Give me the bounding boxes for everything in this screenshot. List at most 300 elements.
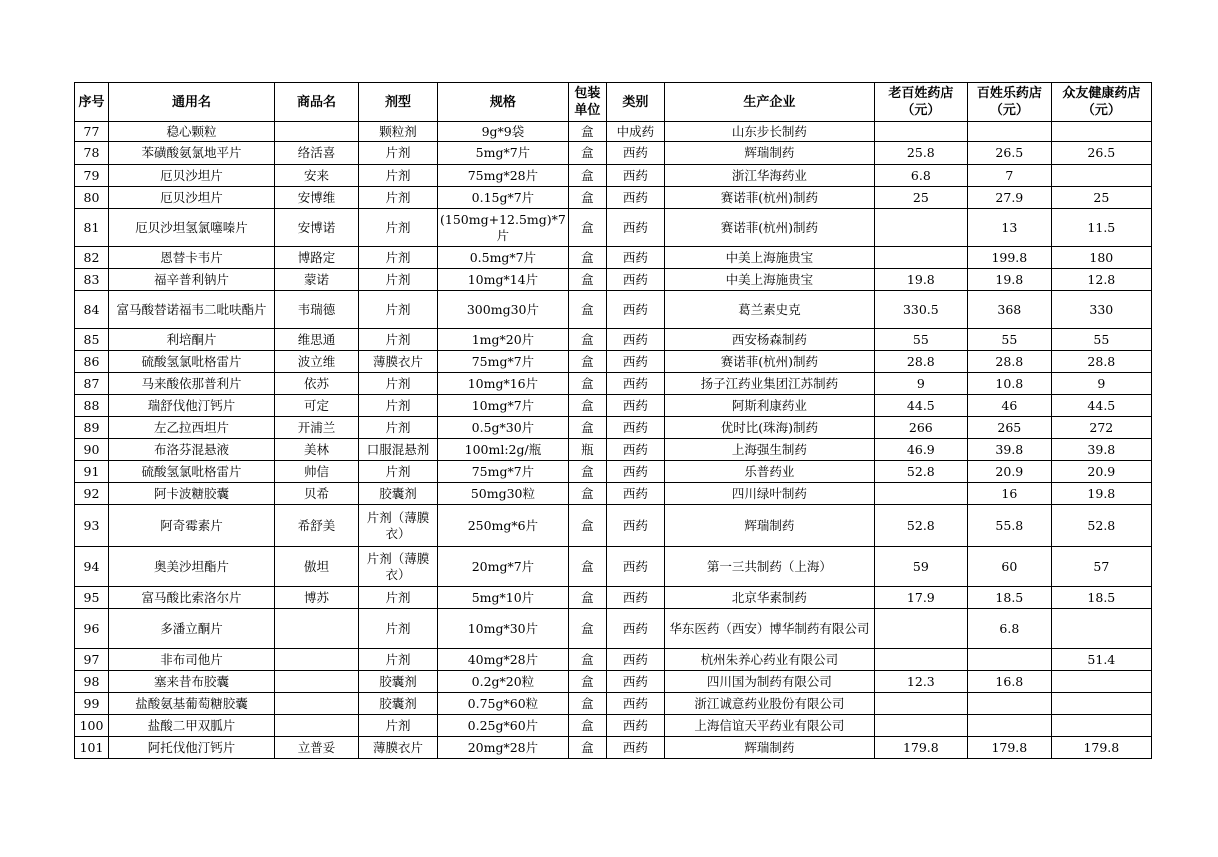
cell-generic-name: 奥美沙坦酯片 bbox=[109, 547, 275, 587]
cell-manufacturer: 山东步长制药 bbox=[664, 122, 874, 142]
cell-generic-name: 盐酸氨基葡萄糖胶囊 bbox=[109, 693, 275, 715]
cell-price-zhongyou: 55 bbox=[1051, 329, 1151, 351]
table-row bbox=[75, 649, 1152, 671]
cell-spec: 0.5mg*7片 bbox=[438, 247, 569, 269]
cell-spec: 40mg*28片 bbox=[438, 649, 569, 671]
cell-package-unit: 盒 bbox=[568, 373, 606, 395]
cell-package-unit: 盒 bbox=[568, 737, 606, 759]
cell-price-laobaixing bbox=[874, 693, 967, 715]
cell-category: 西药 bbox=[606, 439, 664, 461]
cell-price-laobaixing: 46.9 bbox=[874, 439, 967, 461]
cell-category: 西药 bbox=[606, 461, 664, 483]
cell-category: 西药 bbox=[606, 547, 664, 587]
cell-brand-name: 立普妥 bbox=[275, 737, 359, 759]
cell-spec: 0.25g*60片 bbox=[438, 715, 569, 737]
cell-manufacturer: 赛诺菲(杭州)制药 bbox=[664, 351, 874, 373]
cell-manufacturer: 上海强生制药 bbox=[664, 439, 874, 461]
cell-manufacturer: 辉瑞制药 bbox=[664, 737, 874, 759]
drug-price-table bbox=[74, 82, 1152, 759]
cell-price-zhongyou: 44.5 bbox=[1051, 395, 1151, 417]
cell-brand-name: 傲坦 bbox=[275, 547, 359, 587]
cell-category: 西药 bbox=[606, 187, 664, 209]
cell-price-zhongyou bbox=[1051, 693, 1151, 715]
table-row bbox=[75, 395, 1152, 417]
cell-price-zhongyou: 39.8 bbox=[1051, 439, 1151, 461]
cell-package-unit: 盒 bbox=[568, 649, 606, 671]
cell-manufacturer: 阿斯利康药业 bbox=[664, 395, 874, 417]
cell-spec: 75mg*7片 bbox=[438, 351, 569, 373]
header-spec: 规格 bbox=[438, 83, 569, 122]
cell-dosage-form: 片剂 bbox=[359, 209, 438, 247]
table-row bbox=[75, 461, 1152, 483]
header-price-laobaixing: 老百姓药店（元） bbox=[874, 83, 967, 122]
cell-price-baixingle: 55 bbox=[967, 329, 1051, 351]
cell-price-baixingle bbox=[967, 649, 1051, 671]
cell-price-laobaixing: 44.5 bbox=[874, 395, 967, 417]
cell-category: 西药 bbox=[606, 395, 664, 417]
cell-generic-name: 瑞舒伐他汀钙片 bbox=[109, 395, 275, 417]
cell-category: 西药 bbox=[606, 417, 664, 439]
cell-brand-name: 帅信 bbox=[275, 461, 359, 483]
cell-generic-name: 盐酸二甲双胍片 bbox=[109, 715, 275, 737]
cell-generic-name: 厄贝沙坦片 bbox=[109, 165, 275, 187]
cell-manufacturer: 辉瑞制药 bbox=[664, 142, 874, 165]
cell-price-zhongyou: 179.8 bbox=[1051, 737, 1151, 759]
cell-category: 中成药 bbox=[606, 122, 664, 142]
cell-spec: 10mg*30片 bbox=[438, 609, 569, 649]
cell-price-baixingle: 16.8 bbox=[967, 671, 1051, 693]
cell-category: 西药 bbox=[606, 587, 664, 609]
cell-generic-name: 苯磺酸氨氯地平片 bbox=[109, 142, 275, 165]
cell-package-unit: 盒 bbox=[568, 395, 606, 417]
table-row bbox=[75, 247, 1152, 269]
cell-dosage-form: 片剂 bbox=[359, 609, 438, 649]
cell-price-baixingle: 39.8 bbox=[967, 439, 1051, 461]
cell-spec: 1mg*20片 bbox=[438, 329, 569, 351]
cell-category: 西药 bbox=[606, 737, 664, 759]
header-price-baixingle: 百姓乐药店（元） bbox=[967, 83, 1051, 122]
cell-price-laobaixing bbox=[874, 247, 967, 269]
table-row bbox=[75, 587, 1152, 609]
table-row bbox=[75, 715, 1152, 737]
cell-spec: 20mg*7片 bbox=[438, 547, 569, 587]
cell-package-unit: 盒 bbox=[568, 417, 606, 439]
cell-price-zhongyou: 9 bbox=[1051, 373, 1151, 395]
cell-price-laobaixing: 17.9 bbox=[874, 587, 967, 609]
cell-price-baixingle: 20.9 bbox=[967, 461, 1051, 483]
cell-seq: 99 bbox=[75, 693, 109, 715]
cell-brand-name bbox=[275, 671, 359, 693]
table-row bbox=[75, 439, 1152, 461]
cell-generic-name: 马来酸依那普利片 bbox=[109, 373, 275, 395]
cell-price-baixingle: 199.8 bbox=[967, 247, 1051, 269]
cell-dosage-form: 胶囊剂 bbox=[359, 483, 438, 505]
cell-brand-name: 美林 bbox=[275, 439, 359, 461]
cell-dosage-form: 片剂 bbox=[359, 373, 438, 395]
cell-manufacturer: 中美上海施贵宝 bbox=[664, 247, 874, 269]
cell-spec: 0.75g*60粒 bbox=[438, 693, 569, 715]
cell-dosage-form: 胶囊剂 bbox=[359, 693, 438, 715]
cell-spec: (150mg+12.5mg)*7片 bbox=[438, 209, 569, 247]
cell-brand-name: 可定 bbox=[275, 395, 359, 417]
cell-spec: 9g*9袋 bbox=[438, 122, 569, 142]
cell-package-unit: 盒 bbox=[568, 165, 606, 187]
header-generic-name: 通用名 bbox=[109, 83, 275, 122]
cell-generic-name: 阿托伐他汀钙片 bbox=[109, 737, 275, 759]
cell-price-zhongyou: 18.5 bbox=[1051, 587, 1151, 609]
cell-price-laobaixing bbox=[874, 649, 967, 671]
cell-manufacturer: 北京华素制药 bbox=[664, 587, 874, 609]
cell-dosage-form: 片剂（薄膜衣） bbox=[359, 547, 438, 587]
cell-category: 西药 bbox=[606, 505, 664, 547]
cell-dosage-form: 片剂 bbox=[359, 587, 438, 609]
cell-generic-name: 富马酸替诺福韦二吡呋酯片 bbox=[109, 291, 275, 329]
cell-package-unit: 盒 bbox=[568, 693, 606, 715]
cell-spec: 10mg*14片 bbox=[438, 269, 569, 291]
cell-price-laobaixing: 52.8 bbox=[874, 461, 967, 483]
table-row bbox=[75, 187, 1152, 209]
cell-dosage-form: 口服混悬剂 bbox=[359, 439, 438, 461]
cell-price-laobaixing: 9 bbox=[874, 373, 967, 395]
cell-dosage-form: 片剂 bbox=[359, 417, 438, 439]
cell-spec: 250mg*6片 bbox=[438, 505, 569, 547]
cell-spec: 100ml:2g/瓶 bbox=[438, 439, 569, 461]
cell-package-unit: 盒 bbox=[568, 609, 606, 649]
cell-price-baixingle: 60 bbox=[967, 547, 1051, 587]
table-row bbox=[75, 209, 1152, 247]
cell-generic-name: 硫酸氢氯吡格雷片 bbox=[109, 351, 275, 373]
table-row bbox=[75, 351, 1152, 373]
cell-brand-name: 安博维 bbox=[275, 187, 359, 209]
cell-package-unit: 盒 bbox=[568, 461, 606, 483]
cell-seq: 87 bbox=[75, 373, 109, 395]
cell-price-zhongyou: 272 bbox=[1051, 417, 1151, 439]
cell-spec: 300mg30片 bbox=[438, 291, 569, 329]
cell-seq: 91 bbox=[75, 461, 109, 483]
cell-price-zhongyou: 19.8 bbox=[1051, 483, 1151, 505]
cell-spec: 75mg*7片 bbox=[438, 461, 569, 483]
table-row bbox=[75, 417, 1152, 439]
cell-generic-name: 利培酮片 bbox=[109, 329, 275, 351]
cell-price-baixingle: 26.5 bbox=[967, 142, 1051, 165]
cell-dosage-form: 片剂 bbox=[359, 715, 438, 737]
cell-brand-name bbox=[275, 715, 359, 737]
cell-generic-name: 塞来昔布胶囊 bbox=[109, 671, 275, 693]
cell-price-laobaixing: 25.8 bbox=[874, 142, 967, 165]
cell-price-laobaixing bbox=[874, 483, 967, 505]
cell-seq: 84 bbox=[75, 291, 109, 329]
cell-price-laobaixing bbox=[874, 209, 967, 247]
cell-seq: 89 bbox=[75, 417, 109, 439]
cell-category: 西药 bbox=[606, 142, 664, 165]
cell-price-baixingle: 265 bbox=[967, 417, 1051, 439]
cell-price-zhongyou: 51.4 bbox=[1051, 649, 1151, 671]
cell-dosage-form: 片剂 bbox=[359, 247, 438, 269]
cell-spec: 50mg30粒 bbox=[438, 483, 569, 505]
cell-manufacturer: 杭州朱养心药业有限公司 bbox=[664, 649, 874, 671]
cell-seq: 95 bbox=[75, 587, 109, 609]
cell-seq: 85 bbox=[75, 329, 109, 351]
cell-package-unit: 盒 bbox=[568, 483, 606, 505]
cell-price-zhongyou bbox=[1051, 165, 1151, 187]
cell-generic-name: 硫酸氢氯吡格雷片 bbox=[109, 461, 275, 483]
cell-seq: 83 bbox=[75, 269, 109, 291]
cell-seq: 101 bbox=[75, 737, 109, 759]
cell-manufacturer: 四川绿叶制药 bbox=[664, 483, 874, 505]
cell-package-unit: 盒 bbox=[568, 142, 606, 165]
cell-price-laobaixing: 6.8 bbox=[874, 165, 967, 187]
cell-price-zhongyou: 25 bbox=[1051, 187, 1151, 209]
table-row bbox=[75, 737, 1152, 759]
cell-dosage-form: 片剂 bbox=[359, 649, 438, 671]
cell-manufacturer: 乐普药业 bbox=[664, 461, 874, 483]
cell-brand-name: 维思通 bbox=[275, 329, 359, 351]
cell-price-laobaixing bbox=[874, 715, 967, 737]
cell-spec: 5mg*7片 bbox=[438, 142, 569, 165]
cell-seq: 78 bbox=[75, 142, 109, 165]
cell-spec: 75mg*28片 bbox=[438, 165, 569, 187]
cell-spec: 0.2g*20粒 bbox=[438, 671, 569, 693]
cell-price-zhongyou: 52.8 bbox=[1051, 505, 1151, 547]
cell-brand-name: 希舒美 bbox=[275, 505, 359, 547]
cell-manufacturer: 华东医药（西安）博华制药有限公司 bbox=[664, 609, 874, 649]
cell-price-baixingle: 28.8 bbox=[967, 351, 1051, 373]
cell-price-laobaixing: 28.8 bbox=[874, 351, 967, 373]
cell-price-baixingle: 19.8 bbox=[967, 269, 1051, 291]
cell-package-unit: 盒 bbox=[568, 715, 606, 737]
cell-price-laobaixing: 59 bbox=[874, 547, 967, 587]
header-package-unit: 包装单位 bbox=[568, 83, 606, 122]
cell-package-unit: 盒 bbox=[568, 122, 606, 142]
cell-spec: 10mg*7片 bbox=[438, 395, 569, 417]
cell-category: 西药 bbox=[606, 609, 664, 649]
cell-dosage-form: 片剂 bbox=[359, 165, 438, 187]
cell-manufacturer: 浙江华海药业 bbox=[664, 165, 874, 187]
cell-seq: 92 bbox=[75, 483, 109, 505]
cell-generic-name: 福辛普利钠片 bbox=[109, 269, 275, 291]
table-row bbox=[75, 329, 1152, 351]
cell-price-laobaixing: 55 bbox=[874, 329, 967, 351]
cell-price-baixingle: 6.8 bbox=[967, 609, 1051, 649]
cell-category: 西药 bbox=[606, 269, 664, 291]
cell-price-laobaixing: 52.8 bbox=[874, 505, 967, 547]
cell-seq: 88 bbox=[75, 395, 109, 417]
cell-price-laobaixing: 19.8 bbox=[874, 269, 967, 291]
cell-brand-name: 依苏 bbox=[275, 373, 359, 395]
table-row bbox=[75, 483, 1152, 505]
cell-dosage-form: 片剂（薄膜衣） bbox=[359, 505, 438, 547]
cell-price-baixingle: 16 bbox=[967, 483, 1051, 505]
cell-dosage-form: 片剂 bbox=[359, 142, 438, 165]
cell-category: 西药 bbox=[606, 483, 664, 505]
cell-package-unit: 盒 bbox=[568, 547, 606, 587]
cell-price-zhongyou: 330 bbox=[1051, 291, 1151, 329]
header-price-zhongyou: 众友健康药店（元） bbox=[1051, 83, 1151, 122]
cell-manufacturer: 第一三共制药（上海） bbox=[664, 547, 874, 587]
cell-brand-name bbox=[275, 649, 359, 671]
header-seq: 序号 bbox=[75, 83, 109, 122]
cell-package-unit: 盒 bbox=[568, 269, 606, 291]
cell-dosage-form: 片剂 bbox=[359, 395, 438, 417]
cell-package-unit: 盒 bbox=[568, 291, 606, 329]
cell-price-baixingle bbox=[967, 122, 1051, 142]
cell-generic-name: 左乙拉西坦片 bbox=[109, 417, 275, 439]
cell-price-zhongyou: 57 bbox=[1051, 547, 1151, 587]
cell-dosage-form: 片剂 bbox=[359, 187, 438, 209]
cell-price-zhongyou: 26.5 bbox=[1051, 142, 1151, 165]
cell-manufacturer: 扬子江药业集团江苏制药 bbox=[664, 373, 874, 395]
cell-manufacturer: 浙江诚意药业股份有限公司 bbox=[664, 693, 874, 715]
cell-dosage-form: 片剂 bbox=[359, 291, 438, 329]
cell-price-laobaixing bbox=[874, 609, 967, 649]
cell-category: 西药 bbox=[606, 247, 664, 269]
cell-price-laobaixing: 12.3 bbox=[874, 671, 967, 693]
cell-category: 西药 bbox=[606, 693, 664, 715]
cell-brand-name bbox=[275, 693, 359, 715]
cell-category: 西药 bbox=[606, 715, 664, 737]
cell-price-laobaixing: 266 bbox=[874, 417, 967, 439]
cell-category: 西药 bbox=[606, 209, 664, 247]
cell-manufacturer: 四川国为制药有限公司 bbox=[664, 671, 874, 693]
cell-price-zhongyou: 20.9 bbox=[1051, 461, 1151, 483]
cell-price-baixingle: 18.5 bbox=[967, 587, 1051, 609]
cell-price-zhongyou bbox=[1051, 715, 1151, 737]
cell-brand-name bbox=[275, 609, 359, 649]
cell-price-baixingle: 10.8 bbox=[967, 373, 1051, 395]
cell-brand-name: 贝希 bbox=[275, 483, 359, 505]
cell-generic-name: 富马酸比索洛尔片 bbox=[109, 587, 275, 609]
table-body bbox=[75, 122, 1152, 759]
cell-spec: 20mg*28片 bbox=[438, 737, 569, 759]
cell-seq: 90 bbox=[75, 439, 109, 461]
cell-manufacturer: 优时比(珠海)制药 bbox=[664, 417, 874, 439]
cell-price-zhongyou: 12.8 bbox=[1051, 269, 1151, 291]
cell-generic-name: 厄贝沙坦片 bbox=[109, 187, 275, 209]
cell-seq: 82 bbox=[75, 247, 109, 269]
table-row bbox=[75, 505, 1152, 547]
cell-category: 西药 bbox=[606, 351, 664, 373]
cell-seq: 79 bbox=[75, 165, 109, 187]
cell-price-zhongyou bbox=[1051, 609, 1151, 649]
cell-brand-name bbox=[275, 122, 359, 142]
cell-package-unit: 盒 bbox=[568, 329, 606, 351]
table-header-row bbox=[75, 83, 1152, 122]
header-brand-name: 商品名 bbox=[275, 83, 359, 122]
cell-package-unit: 盒 bbox=[568, 187, 606, 209]
cell-generic-name: 非布司他片 bbox=[109, 649, 275, 671]
table-row bbox=[75, 547, 1152, 587]
cell-seq: 77 bbox=[75, 122, 109, 142]
table-row bbox=[75, 165, 1152, 187]
cell-brand-name: 开浦兰 bbox=[275, 417, 359, 439]
header-category: 类别 bbox=[606, 83, 664, 122]
table-row bbox=[75, 373, 1152, 395]
header-manufacturer: 生产企业 bbox=[664, 83, 874, 122]
cell-seq: 81 bbox=[75, 209, 109, 247]
table-row bbox=[75, 671, 1152, 693]
cell-seq: 80 bbox=[75, 187, 109, 209]
cell-package-unit: 瓶 bbox=[568, 439, 606, 461]
cell-price-baixingle: 368 bbox=[967, 291, 1051, 329]
cell-category: 西药 bbox=[606, 165, 664, 187]
cell-generic-name: 厄贝沙坦氢氯噻嗪片 bbox=[109, 209, 275, 247]
cell-category: 西药 bbox=[606, 329, 664, 351]
table-row bbox=[75, 693, 1152, 715]
cell-manufacturer: 上海信谊天平药业有限公司 bbox=[664, 715, 874, 737]
cell-brand-name: 波立维 bbox=[275, 351, 359, 373]
cell-manufacturer: 中美上海施贵宝 bbox=[664, 269, 874, 291]
cell-generic-name: 布洛芬混悬液 bbox=[109, 439, 275, 461]
cell-brand-name: 博路定 bbox=[275, 247, 359, 269]
cell-generic-name: 恩替卡韦片 bbox=[109, 247, 275, 269]
cell-price-laobaixing bbox=[874, 122, 967, 142]
cell-package-unit: 盒 bbox=[568, 247, 606, 269]
cell-seq: 98 bbox=[75, 671, 109, 693]
cell-manufacturer: 葛兰素史克 bbox=[664, 291, 874, 329]
cell-package-unit: 盒 bbox=[568, 671, 606, 693]
cell-spec: 5mg*10片 bbox=[438, 587, 569, 609]
cell-seq: 97 bbox=[75, 649, 109, 671]
cell-spec: 0.15g*7片 bbox=[438, 187, 569, 209]
cell-generic-name: 阿奇霉素片 bbox=[109, 505, 275, 547]
cell-price-zhongyou bbox=[1051, 671, 1151, 693]
cell-price-baixingle bbox=[967, 693, 1051, 715]
cell-price-baixingle: 179.8 bbox=[967, 737, 1051, 759]
cell-price-laobaixing: 330.5 bbox=[874, 291, 967, 329]
cell-manufacturer: 辉瑞制药 bbox=[664, 505, 874, 547]
table-row bbox=[75, 291, 1152, 329]
cell-seq: 93 bbox=[75, 505, 109, 547]
cell-dosage-form: 片剂 bbox=[359, 269, 438, 291]
cell-spec: 0.5g*30片 bbox=[438, 417, 569, 439]
cell-price-laobaixing: 179.8 bbox=[874, 737, 967, 759]
table-row bbox=[75, 122, 1152, 142]
cell-category: 西药 bbox=[606, 649, 664, 671]
cell-seq: 86 bbox=[75, 351, 109, 373]
cell-brand-name: 安博诺 bbox=[275, 209, 359, 247]
cell-dosage-form: 片剂 bbox=[359, 461, 438, 483]
cell-price-zhongyou: 28.8 bbox=[1051, 351, 1151, 373]
cell-price-baixingle: 55.8 bbox=[967, 505, 1051, 547]
cell-package-unit: 盒 bbox=[568, 587, 606, 609]
table-row bbox=[75, 269, 1152, 291]
cell-generic-name: 稳心颗粒 bbox=[109, 122, 275, 142]
cell-package-unit: 盒 bbox=[568, 209, 606, 247]
cell-generic-name: 多潘立酮片 bbox=[109, 609, 275, 649]
cell-seq: 96 bbox=[75, 609, 109, 649]
cell-dosage-form: 胶囊剂 bbox=[359, 671, 438, 693]
cell-price-baixingle: 7 bbox=[967, 165, 1051, 187]
cell-price-baixingle: 46 bbox=[967, 395, 1051, 417]
cell-category: 西药 bbox=[606, 671, 664, 693]
cell-brand-name: 络活喜 bbox=[275, 142, 359, 165]
cell-dosage-form: 薄膜衣片 bbox=[359, 351, 438, 373]
cell-spec: 10mg*16片 bbox=[438, 373, 569, 395]
cell-seq: 94 bbox=[75, 547, 109, 587]
cell-category: 西药 bbox=[606, 291, 664, 329]
cell-price-baixingle: 27.9 bbox=[967, 187, 1051, 209]
cell-dosage-form: 片剂 bbox=[359, 329, 438, 351]
cell-brand-name: 韦瑞德 bbox=[275, 291, 359, 329]
cell-package-unit: 盒 bbox=[568, 505, 606, 547]
cell-manufacturer: 西安杨森制药 bbox=[664, 329, 874, 351]
table-row bbox=[75, 142, 1152, 165]
header-dosage-form: 剂型 bbox=[359, 83, 438, 122]
cell-price-zhongyou: 180 bbox=[1051, 247, 1151, 269]
cell-package-unit: 盒 bbox=[568, 351, 606, 373]
cell-brand-name: 博苏 bbox=[275, 587, 359, 609]
cell-manufacturer: 赛诺菲(杭州)制药 bbox=[664, 187, 874, 209]
